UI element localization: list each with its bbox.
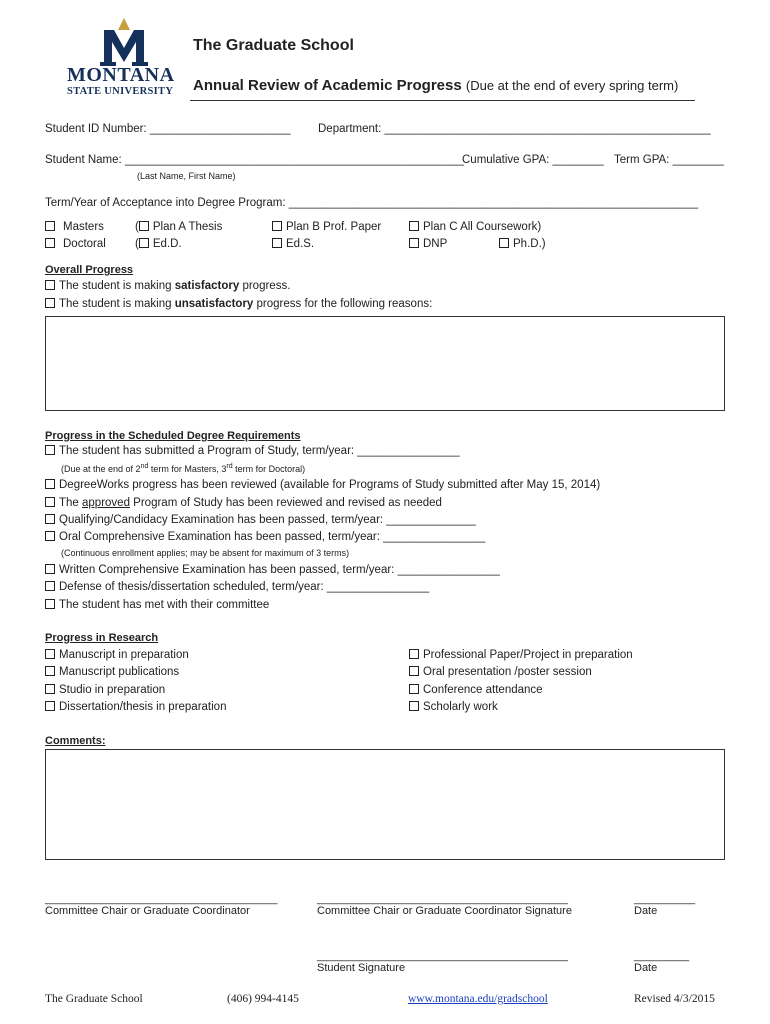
checkbox[interactable] <box>45 445 55 455</box>
oral-comprehensive-item[interactable] <box>45 531 485 543</box>
unsatisfactory-text-b: progress for the following reasons: <box>253 298 433 310</box>
research-item-label: Manuscript in preparation <box>59 649 189 661</box>
committee-meeting-label: The student has met with their committee <box>59 599 270 611</box>
checkbox[interactable] <box>45 649 55 659</box>
approved-program-item[interactable] <box>45 497 442 509</box>
edd-label: Ed.D. <box>152 238 182 250</box>
plan-b-option[interactable] <box>272 221 381 233</box>
plan-c-option[interactable] <box>409 221 541 233</box>
student-signature-line[interactable]: _________________________________________ <box>317 950 568 962</box>
program-of-study-note <box>61 463 305 474</box>
program-of-study-item[interactable] <box>45 445 460 457</box>
research-left-item[interactable] <box>45 666 179 678</box>
header-rule <box>190 100 695 101</box>
written-comprehensive-label: Written Comprehensive Examination has been passed, term/year: ________________ <box>59 564 500 576</box>
scheduled-requirements-heading: Progress in the Scheduled Degree Requirements <box>45 430 301 442</box>
comments-heading: Comments: <box>45 735 106 747</box>
checkbox[interactable] <box>409 221 419 231</box>
checkbox[interactable] <box>45 221 55 231</box>
student-date-label: Date <box>634 962 658 974</box>
checkbox[interactable] <box>45 497 55 507</box>
form-subtitle <box>193 77 678 94</box>
note-part: (Due at the end of 2 <box>61 464 141 474</box>
page-title: The Graduate School <box>193 37 354 54</box>
plan-b-label: Plan B Prof. Paper <box>286 221 382 233</box>
chair-signature-line[interactable]: _________________________________________ <box>317 893 568 905</box>
note-part: term for Doctoral) <box>232 464 306 474</box>
dnp-option[interactable] <box>409 238 447 250</box>
checkbox[interactable] <box>45 581 55 591</box>
chair-name-label: Committee Chair or Graduate Coordinator <box>45 905 250 917</box>
checkbox[interactable] <box>272 238 282 248</box>
logo-state-university: STATE UNIVERSITY <box>67 86 174 97</box>
oral-comprehensive-label: Oral Comprehensive Examination has been passed, term/year: ________________ <box>59 531 486 543</box>
form-title: Annual Review of Academic Progress <box>193 77 462 94</box>
logo-montana: MONTANA <box>67 64 175 86</box>
footer-phone: (406) 994-4145 <box>227 993 299 1005</box>
research-item-label: Manuscript publications <box>59 666 180 678</box>
committee-meeting-item[interactable] <box>45 599 269 611</box>
checkbox[interactable] <box>45 479 55 489</box>
degree-doctoral-label: Doctoral <box>63 238 106 250</box>
satisfactory-text-a: The student is making <box>59 280 175 292</box>
program-of-study-label: The student has submitted a Program of Study, term/year: ________________ <box>59 445 460 457</box>
chair-date-line[interactable]: __________ <box>634 893 696 905</box>
checkbox[interactable] <box>45 564 55 574</box>
edd-option[interactable]: ( Ed.D. <box>135 238 182 250</box>
checkbox[interactable] <box>499 238 509 248</box>
research-item-label: Dissertation/thesis in preparation <box>59 701 227 713</box>
checkbox[interactable] <box>45 531 55 541</box>
degree-masters-option[interactable] <box>45 221 104 233</box>
plan-c-label: Plan C All Coursework) <box>423 221 542 233</box>
research-right-item[interactable] <box>409 684 543 696</box>
phd-option[interactable] <box>499 238 546 250</box>
department-field[interactable]: Department: ___________________________________________________ <box>318 123 711 135</box>
continuous-enrollment-note: (Continuous enrollment applies; may be absent for maximum of 3 terms) <box>61 548 350 558</box>
research-item-label: Scholarly work <box>423 701 498 713</box>
dnp-label: DNP <box>423 238 448 250</box>
checkbox[interactable] <box>45 666 55 676</box>
note-sup: nd <box>140 463 149 470</box>
eds-option[interactable] <box>272 238 314 250</box>
approved-text-underlined: approved <box>82 497 130 509</box>
overall-progress-heading: Overall Progress <box>45 264 134 276</box>
satisfactory-text-bold: satisfactory <box>174 280 240 292</box>
research-item-label: Professional Paper/Project in preparation <box>423 649 633 661</box>
degreeworks-label: DegreeWorks progress has been reviewed (available for Programs of Study submitted after May 15, 2014) <box>59 479 601 491</box>
checkbox[interactable] <box>45 514 55 524</box>
unsatisfactory-text-a: The student is making <box>59 298 175 310</box>
chair-name-line[interactable]: ______________________________________ <box>45 893 278 905</box>
phd-label: Ph.D.) <box>513 238 546 250</box>
degreeworks-item[interactable] <box>45 479 600 491</box>
qualifying-exam-label: Qualifying/Candidacy Examination has been passed, term/year: ______________ <box>59 514 476 526</box>
research-left-item[interactable] <box>45 701 226 713</box>
checkbox[interactable] <box>45 599 55 609</box>
checkbox[interactable] <box>45 280 55 290</box>
checkbox[interactable] <box>45 238 55 248</box>
approved-text-b: Program of Study has been reviewed and revised as needed <box>129 497 442 509</box>
student-signature-label: Student Signature <box>317 962 406 974</box>
research-progress-heading: Progress in Research <box>45 632 159 644</box>
name-format-hint: (Last Name, First Name) <box>137 171 236 181</box>
checkbox[interactable] <box>409 666 419 676</box>
approved-text-a: The <box>59 497 83 509</box>
research-item-label: Conference attendance <box>423 684 543 696</box>
note-part: term for Masters, 3 <box>148 464 227 474</box>
plan-a-option[interactable]: ( Plan A Thesis <box>135 221 223 233</box>
checkbox[interactable] <box>139 221 149 231</box>
eds-label: Ed.S. <box>286 238 315 250</box>
checkbox[interactable] <box>409 701 419 711</box>
checkbox[interactable] <box>409 684 419 694</box>
research-left-item[interactable] <box>45 649 189 661</box>
degree-masters-label: Masters <box>63 221 104 233</box>
satisfactory-text-b: progress. <box>239 280 291 292</box>
form-due-note: (Due at the end of every spring term) <box>465 78 679 93</box>
unsatisfactory-text-bold: unsatisfactory <box>174 298 254 310</box>
checkbox[interactable] <box>272 221 282 231</box>
qualifying-exam-item[interactable] <box>45 514 476 526</box>
student-id-field[interactable]: Student ID Number: ______________________ <box>45 123 291 135</box>
unsatisfactory-reasons-textarea[interactable] <box>45 316 725 411</box>
checkbox[interactable] <box>409 649 419 659</box>
chair-date-label: Date <box>634 905 658 917</box>
acceptance-term-field[interactable]: Term/Year of Acceptance into Degree Program: ________________________________________________________________ <box>45 197 699 209</box>
footer-revised-date: Revised 4/3/2015 <box>634 993 715 1005</box>
research-left-item[interactable] <box>45 684 165 696</box>
degree-doctoral-option[interactable] <box>45 238 106 250</box>
checkbox[interactable] <box>45 701 55 711</box>
student-date-line[interactable]: _________ <box>634 950 690 962</box>
research-right-item[interactable] <box>409 649 633 661</box>
defense-scheduled-label: Defense of thesis/dissertation scheduled, term/year: ________________ <box>59 581 430 593</box>
footer-org: The Graduate School <box>45 993 143 1005</box>
cumulative-gpa-field[interactable]: Cumulative GPA: ________ <box>462 154 604 166</box>
satisfactory-option[interactable] <box>45 280 290 292</box>
student-name-field[interactable]: Student Name: _____________________________________________________ <box>45 154 464 166</box>
checkbox[interactable] <box>45 298 55 308</box>
research-right-item[interactable] <box>409 701 498 713</box>
plan-a-label: Plan A Thesis <box>152 221 223 233</box>
written-comprehensive-item[interactable] <box>45 564 500 576</box>
term-gpa-field[interactable]: Term GPA: ________ <box>614 154 724 166</box>
research-item-label: Oral presentation /poster session <box>423 666 592 678</box>
checkbox[interactable] <box>409 238 419 248</box>
checkbox[interactable] <box>45 684 55 694</box>
research-right-item[interactable] <box>409 666 592 678</box>
comments-textarea[interactable] <box>45 749 725 860</box>
chair-signature-label: Committee Chair or Graduate Coordinator Signature <box>317 905 572 917</box>
unsatisfactory-option[interactable] <box>45 298 432 310</box>
defense-scheduled-item[interactable] <box>45 581 429 593</box>
checkbox[interactable] <box>139 238 149 248</box>
footer-website-link[interactable]: www.montana.edu/gradschool <box>408 993 548 1005</box>
note-sup: rd <box>226 463 233 470</box>
research-item-label: Studio in preparation <box>59 684 166 696</box>
